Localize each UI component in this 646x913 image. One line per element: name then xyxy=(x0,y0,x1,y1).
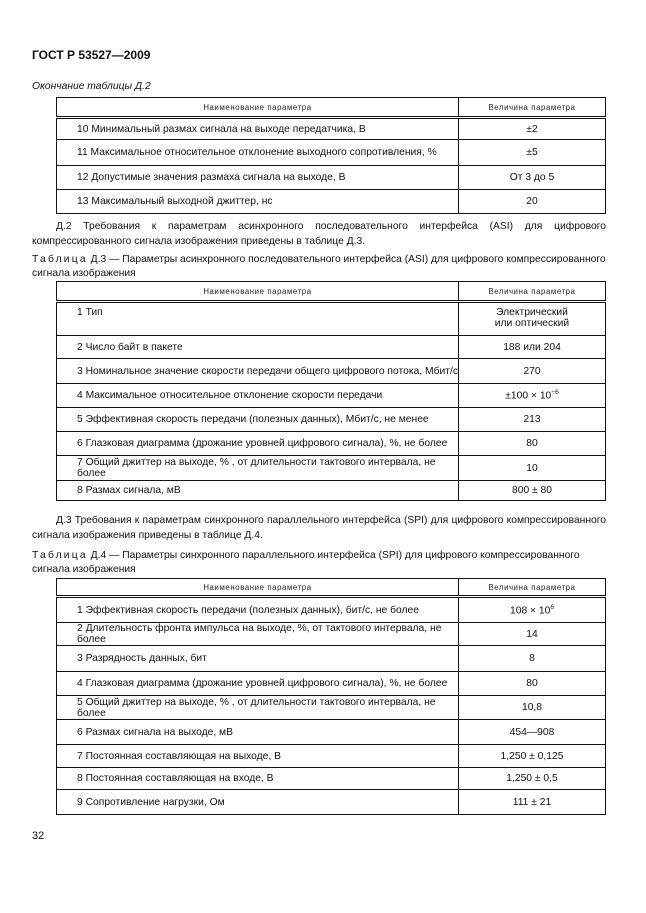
document-id: ГОСТ Р 53527—2009 xyxy=(32,48,151,62)
value-text: 10 xyxy=(526,462,538,474)
value-text: ±2 xyxy=(526,123,538,135)
column-header-value: Величина параметра xyxy=(459,282,606,302)
parameter-name: 4 Глазковая диаграмма (дрожание уровней цифрового сигнала), %, не более xyxy=(57,672,459,696)
table-header-row xyxy=(57,579,606,597)
parameter-name: 5 Эффективная скорость передачи (полезных данных), Мбит/с, не менее xyxy=(57,408,459,432)
value-text: 800 ± 80 xyxy=(511,485,552,496)
parameter-value xyxy=(459,481,606,501)
parameter-name: 12 Допустимые значения размаха сигнала на выходе, В xyxy=(57,166,459,190)
parameter-value xyxy=(459,768,606,790)
table-d3 xyxy=(56,281,606,501)
column-header-value: Величина параметра xyxy=(459,579,606,597)
table-row xyxy=(57,140,606,166)
value-text: 108 × 10 xyxy=(510,605,551,617)
parameter-name: 4 Максимальное относительное отклонение скорости передачи xyxy=(57,384,459,408)
value-text: 270 xyxy=(523,365,541,377)
parameter-value xyxy=(459,597,606,623)
parameter-value xyxy=(459,790,606,815)
column-header-name: Наименование параметра xyxy=(57,282,459,302)
value-exponent: 6 xyxy=(550,603,554,611)
value-text: Электрический xyxy=(496,307,568,318)
parameter-name: 8 Постоянная составляющая на входе, В xyxy=(57,768,459,790)
table-row xyxy=(57,790,606,815)
table-row xyxy=(57,720,606,745)
table-d4 xyxy=(56,578,606,815)
table-row xyxy=(57,384,606,408)
table-row xyxy=(57,190,606,214)
table-row xyxy=(57,672,606,696)
parameter-name: 5 Общий джиттер на выходе, % , от длительности тактового интервала, не более xyxy=(57,696,459,720)
value-text: 80 xyxy=(526,438,538,449)
table-row xyxy=(57,359,606,384)
parameter-value xyxy=(459,696,606,720)
parameter-value xyxy=(459,384,606,408)
table-row xyxy=(57,336,606,359)
parameter-value xyxy=(459,166,606,190)
parameter-name: 1 Тип xyxy=(57,302,459,336)
table-d2 xyxy=(56,97,606,214)
parameter-name: 2 Длительность фронта импульса на выходе, %, от тактового интервала, не более xyxy=(57,623,459,646)
table-d4-title xyxy=(32,549,606,577)
value-text: 188 или 204 xyxy=(503,341,561,353)
parameter-name: 13 Максимальный выходной джиттер, нс xyxy=(57,190,459,214)
parameter-name: 7 Общий джиттер на выходе, % , от длительности тактового интервала, не более xyxy=(57,456,459,481)
parameter-value xyxy=(459,359,606,384)
value-text: 20 xyxy=(526,196,538,207)
parameter-value xyxy=(459,140,606,166)
table-d3-title xyxy=(32,253,606,281)
column-header-value: Величина параметра xyxy=(459,98,606,118)
parameter-name: 8 Размах сигнала, мВ xyxy=(57,481,459,501)
parameter-name: 3 Номинальное значение скорости передачи общего цифрового потока, Мбит/с xyxy=(57,359,459,384)
parameter-name: 2 Число байт в пакете xyxy=(57,336,459,359)
table-header-row xyxy=(57,282,606,302)
value-text: 14 xyxy=(526,628,538,640)
table-label: Таблица xyxy=(32,550,88,561)
value-text: 111 ± 21 xyxy=(512,796,552,808)
value-exponent: −6 xyxy=(551,389,559,397)
value-text: 1,250 ± 0,5 xyxy=(506,773,558,784)
parameter-name: 9 Сопротивление нагрузки, Ом xyxy=(57,790,459,815)
table-row xyxy=(57,623,606,646)
parameter-value xyxy=(459,190,606,214)
table-row xyxy=(57,696,606,720)
table-row xyxy=(57,456,606,481)
parameter-name: 6 Глазковая диаграмма (дрожание уровней цифрового сигнала), %, не более xyxy=(57,432,459,456)
parameter-value xyxy=(459,408,606,432)
paragraph-d3: Д.3 Требования к параметрам синхронного параллельного интерфейса (SPI) для цифрового компрессированного сигнала изображения приведены в таблице Д.4. xyxy=(32,515,606,541)
table-header-row xyxy=(57,98,606,118)
table-row xyxy=(57,481,606,501)
parameter-name: 3 Разрядность данных, бит xyxy=(57,646,459,672)
parameter-value xyxy=(459,672,606,696)
parameter-value xyxy=(459,720,606,745)
parameter-name: 7 Постоянная составляющая на выходе, В xyxy=(57,745,459,768)
value-text: ±5 xyxy=(526,147,538,158)
parameter-value xyxy=(459,432,606,456)
table-title-text: Д.4 — Параметры синхронного параллельного интерфейса (SPI) для цифрового компрессированного сигнала изображения xyxy=(32,550,580,575)
value-text-line2: или оптический xyxy=(494,318,570,329)
value-text: 80 xyxy=(526,678,538,689)
parameter-value xyxy=(459,302,606,336)
paragraph-d2: Д.2 Требования к параметрам асинхронного последовательного интерфейса (ASI) для цифрового компрессированного сигнала изображения приведены в таблице Д.3. xyxy=(32,221,606,247)
parameter-name: 10 Минимальный размах сигнала на выходе передатчика, В xyxy=(57,118,459,140)
parameter-value xyxy=(459,118,606,140)
parameter-value xyxy=(459,646,606,672)
table-row xyxy=(57,646,606,672)
table-title-text: Д.3 — Параметры асинхронного последовательного интерфейса (ASI) для цифрового компрессированного сигнала изображения xyxy=(32,254,606,279)
value-text: 213 xyxy=(523,414,541,425)
table-d2-caption: Окончание таблицы Д.2 xyxy=(32,81,151,92)
value-text: От 3 до 5 xyxy=(509,172,555,183)
table-row xyxy=(57,597,606,623)
parameter-name: 1 Эффективная скорость передачи (полезных данных), бит/с, не более xyxy=(57,597,459,623)
column-header-name: Наименование параметра xyxy=(57,579,459,597)
column-header-name: Наименование параметра xyxy=(57,98,459,118)
value-text: 1,250 ± 0,125 xyxy=(500,750,564,762)
table-label: Таблица xyxy=(32,254,88,265)
parameter-name: 6 Размах сигнала на выходе, мВ xyxy=(57,720,459,745)
page-number: 32 xyxy=(32,830,45,842)
table-row xyxy=(57,118,606,140)
table-row xyxy=(57,768,606,790)
parameter-value xyxy=(459,456,606,481)
parameter-value xyxy=(459,623,606,646)
parameter-value xyxy=(459,745,606,768)
parameter-value xyxy=(459,336,606,359)
table-row xyxy=(57,408,606,432)
value-text: 454—908 xyxy=(509,726,555,738)
value-text: ±100 × 10 xyxy=(505,390,552,402)
table-row xyxy=(57,302,606,336)
table-row xyxy=(57,745,606,768)
value-text: 8 xyxy=(529,653,535,664)
value-text: 10,8 xyxy=(521,702,543,713)
table-row xyxy=(57,166,606,190)
table-row xyxy=(57,432,606,456)
parameter-name: 11 Максимальное относительное отклонение выходного сопротивления, % xyxy=(57,140,459,166)
